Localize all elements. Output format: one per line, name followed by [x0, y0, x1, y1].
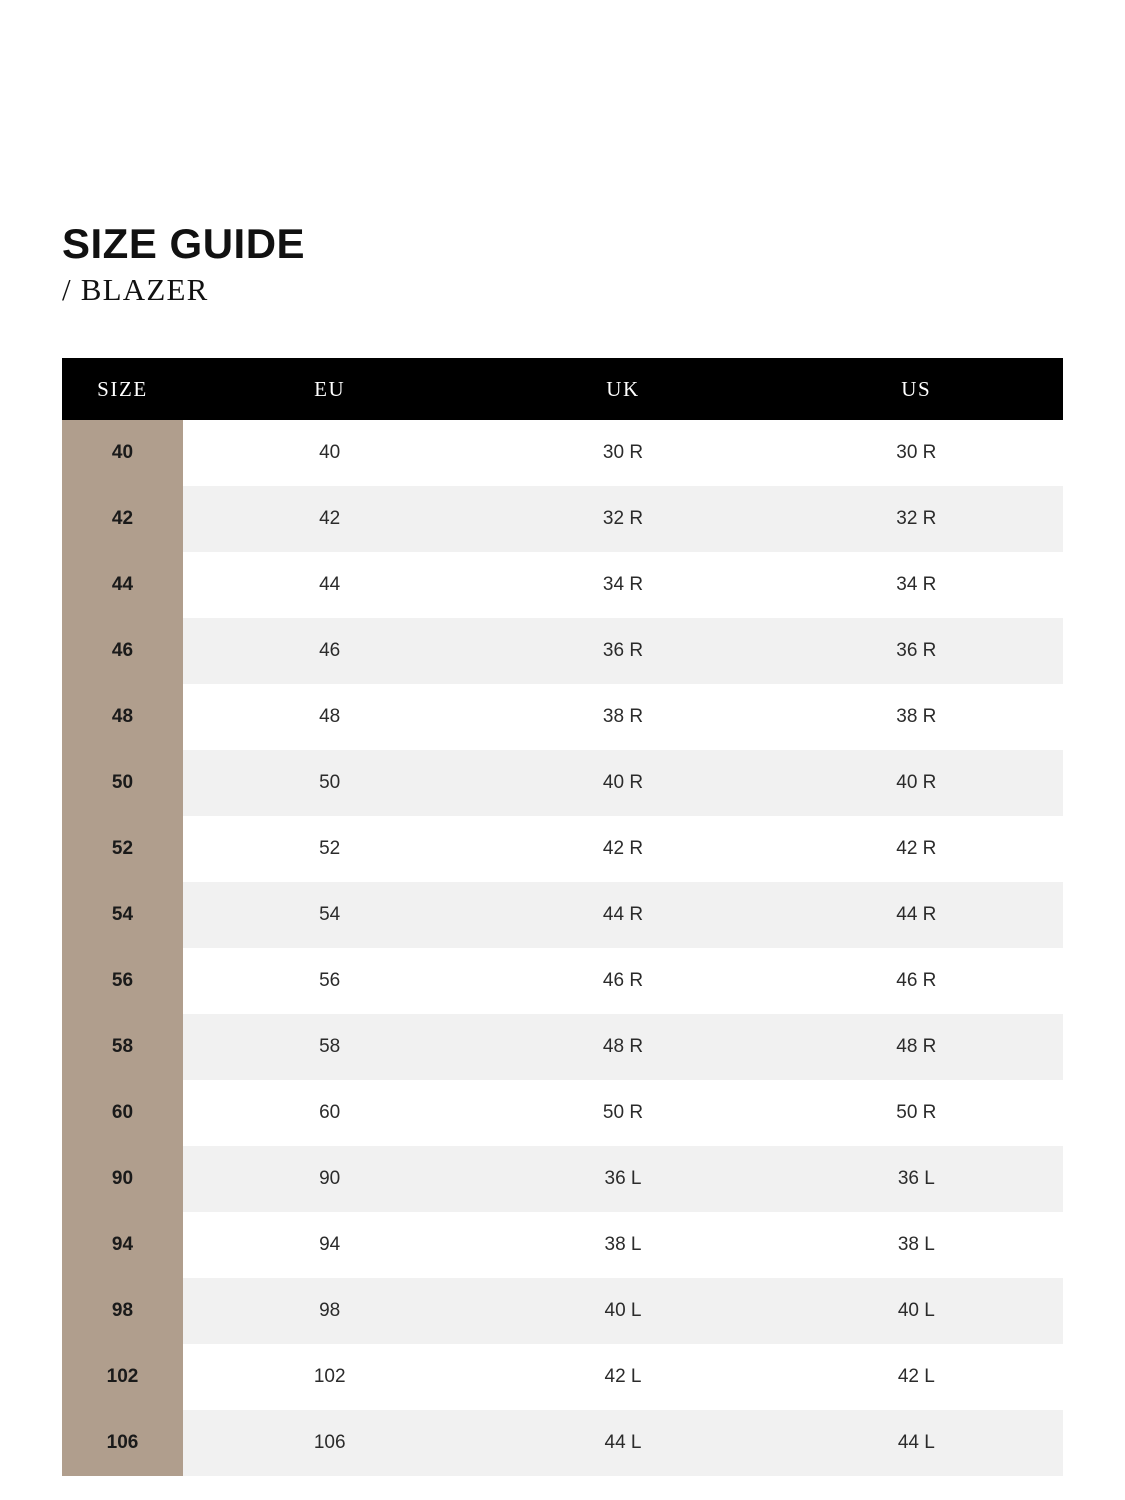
table-row: [62, 486, 1063, 552]
table-row: [62, 618, 1063, 684]
cell-us: 36 R: [770, 618, 1063, 684]
cell-size: 90: [62, 1146, 183, 1212]
table-row: [62, 1146, 1063, 1212]
table-row: [62, 1410, 1063, 1476]
cell-uk: 42 R: [476, 816, 769, 882]
cell-size: 60: [62, 1080, 183, 1146]
cell-uk: 50 R: [476, 1080, 769, 1146]
cell-uk: 46 R: [476, 948, 769, 1014]
cell-eu: 44: [183, 552, 476, 618]
cell-size: 50: [62, 750, 183, 816]
cell-uk: 44 R: [476, 882, 769, 948]
cell-us: 42 L: [770, 1344, 1063, 1410]
cell-eu: 106: [183, 1410, 476, 1476]
table-row: [62, 1344, 1063, 1410]
table-header-row: [62, 358, 1063, 420]
cell-uk: 36 L: [476, 1146, 769, 1212]
cell-eu: 54: [183, 882, 476, 948]
cell-eu: 42: [183, 486, 476, 552]
cell-us: 30 R: [770, 420, 1063, 486]
cell-uk: 36 R: [476, 618, 769, 684]
cell-us: 38 L: [770, 1212, 1063, 1278]
table-row: [62, 948, 1063, 1014]
table-row: [62, 1014, 1063, 1080]
cell-size: 58: [62, 1014, 183, 1080]
cell-uk: 44 L: [476, 1410, 769, 1476]
cell-eu: 102: [183, 1344, 476, 1410]
table-row: [62, 420, 1063, 486]
cell-size: 42: [62, 486, 183, 552]
cell-us: 36 L: [770, 1146, 1063, 1212]
cell-size: 54: [62, 882, 183, 948]
page-title: SIZE GUIDE: [62, 220, 306, 267]
table-row: [62, 552, 1063, 618]
cell-us: 38 R: [770, 684, 1063, 750]
table-header: [62, 358, 1063, 420]
cell-us: 44 L: [770, 1410, 1063, 1476]
column-header-size: SIZE: [62, 358, 183, 420]
cell-eu: 46: [183, 618, 476, 684]
cell-us: 44 R: [770, 882, 1063, 948]
cell-uk: 30 R: [476, 420, 769, 486]
cell-size: 102: [62, 1344, 183, 1410]
cell-size: 56: [62, 948, 183, 1014]
cell-size: 46: [62, 618, 183, 684]
cell-size: 98: [62, 1278, 183, 1344]
cell-us: 40 L: [770, 1278, 1063, 1344]
table-row: [62, 1080, 1063, 1146]
cell-size: 40: [62, 420, 183, 486]
table-body: [62, 420, 1063, 1476]
table-row: [62, 816, 1063, 882]
cell-uk: 38 L: [476, 1212, 769, 1278]
cell-uk: 38 R: [476, 684, 769, 750]
column-header-us: US: [770, 358, 1063, 420]
cell-eu: 60: [183, 1080, 476, 1146]
cell-us: 48 R: [770, 1014, 1063, 1080]
cell-size: 52: [62, 816, 183, 882]
cell-eu: 40: [183, 420, 476, 486]
cell-us: 42 R: [770, 816, 1063, 882]
cell-uk: 40 R: [476, 750, 769, 816]
cell-eu: 94: [183, 1212, 476, 1278]
cell-size: 106: [62, 1410, 183, 1476]
table-row: [62, 750, 1063, 816]
cell-size: 44: [62, 552, 183, 618]
table-row: [62, 684, 1063, 750]
cell-eu: 50: [183, 750, 476, 816]
cell-size: 94: [62, 1212, 183, 1278]
size-conversion-table: [62, 358, 1063, 1476]
column-header-uk: UK: [476, 358, 769, 420]
page-subtitle: / BLAZER: [62, 272, 209, 308]
cell-eu: 56: [183, 948, 476, 1014]
cell-eu: 90: [183, 1146, 476, 1212]
table-row: [62, 882, 1063, 948]
cell-uk: 42 L: [476, 1344, 769, 1410]
cell-uk: 32 R: [476, 486, 769, 552]
cell-eu: 48: [183, 684, 476, 750]
table-row: [62, 1212, 1063, 1278]
cell-us: 32 R: [770, 486, 1063, 552]
cell-us: 40 R: [770, 750, 1063, 816]
column-header-eu: EU: [183, 358, 476, 420]
cell-eu: 58: [183, 1014, 476, 1080]
cell-eu: 98: [183, 1278, 476, 1344]
cell-size: 48: [62, 684, 183, 750]
cell-uk: 40 L: [476, 1278, 769, 1344]
cell-us: 50 R: [770, 1080, 1063, 1146]
cell-us: 34 R: [770, 552, 1063, 618]
cell-us: 46 R: [770, 948, 1063, 1014]
cell-uk: 48 R: [476, 1014, 769, 1080]
cell-uk: 34 R: [476, 552, 769, 618]
cell-eu: 52: [183, 816, 476, 882]
table-row: [62, 1278, 1063, 1344]
